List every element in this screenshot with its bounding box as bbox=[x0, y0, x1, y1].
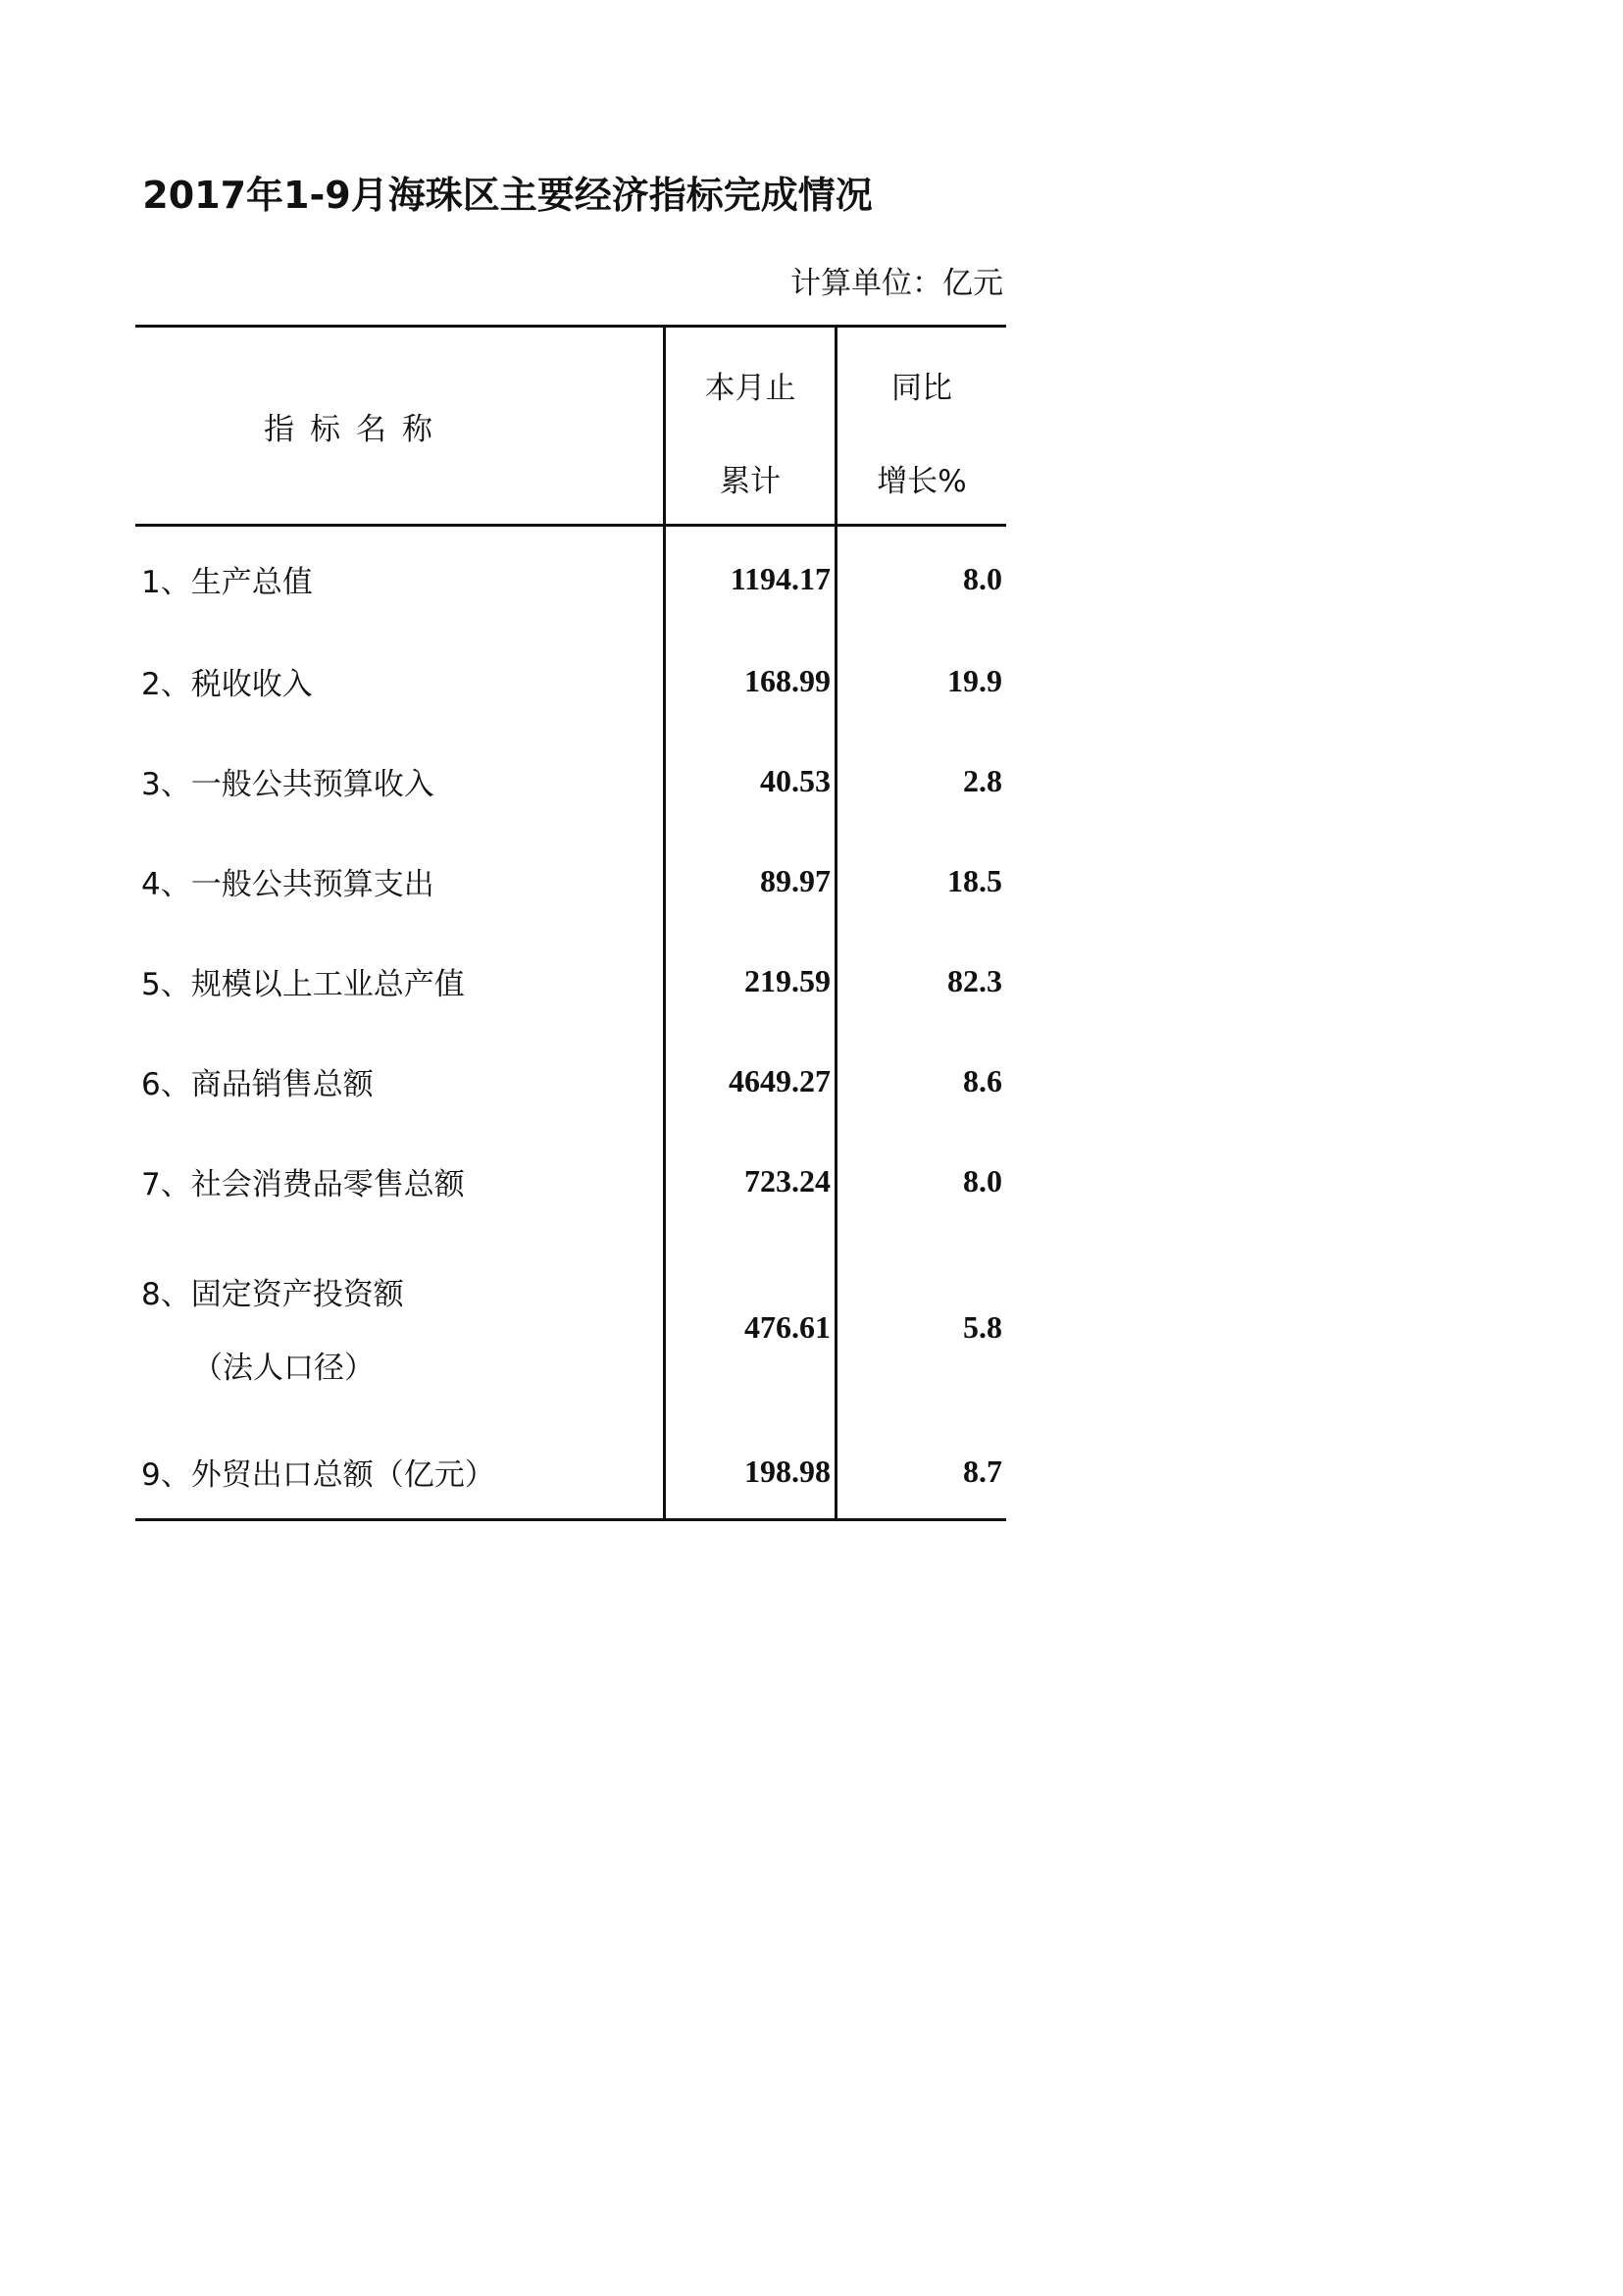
table-row bbox=[135, 731, 1006, 831]
row-value: 198.98 bbox=[663, 1424, 835, 1518]
table-row bbox=[135, 1424, 1006, 1518]
row-name: 9、外贸出口总额（亿元） bbox=[141, 1456, 495, 1493]
row-value: 219.59 bbox=[663, 931, 835, 1031]
row-name: 2、税收收入 bbox=[141, 666, 313, 702]
table-row bbox=[135, 931, 1006, 1031]
header-growth bbox=[835, 328, 1006, 524]
header-growth-line1: 同比 bbox=[891, 371, 952, 406]
page-title: 2017年1-9月海珠区主要经济指标完成情况 bbox=[142, 174, 873, 217]
row-value: 476.61 bbox=[663, 1231, 835, 1424]
table-row bbox=[135, 831, 1006, 931]
table-row bbox=[135, 1131, 1006, 1231]
header-cumulative bbox=[663, 328, 835, 524]
row-growth: 8.6 bbox=[835, 1031, 1006, 1131]
row-name: 6、商品销售总额 bbox=[141, 1066, 374, 1102]
row-value: 1194.17 bbox=[663, 527, 835, 631]
header-cumulative-line2: 累计 bbox=[720, 464, 781, 499]
header-indicator-name: 指标名称 bbox=[264, 411, 448, 447]
row-growth: 8.0 bbox=[835, 527, 1006, 631]
row-name-line1: 8、固定资产投资额 bbox=[141, 1276, 404, 1312]
row-growth: 8.7 bbox=[835, 1424, 1006, 1518]
row-value: 168.99 bbox=[663, 631, 835, 731]
row-growth: 18.5 bbox=[835, 831, 1006, 931]
table-row bbox=[135, 1031, 1006, 1131]
table-header bbox=[135, 328, 1006, 527]
unit-label: 计算单位：亿元 bbox=[790, 266, 1003, 301]
row-name: 4、一般公共预算支出 bbox=[141, 866, 434, 902]
table-row bbox=[135, 1231, 1006, 1424]
table-body bbox=[135, 527, 1006, 1518]
table-row bbox=[135, 631, 1006, 731]
header-growth-line2: 增长% bbox=[877, 464, 967, 499]
row-name: 3、一般公共预算收入 bbox=[141, 766, 434, 802]
row-name: 1、生产总值 bbox=[141, 564, 313, 600]
row-value: 89.97 bbox=[663, 831, 835, 931]
row-name bbox=[135, 1231, 663, 1424]
row-growth: 19.9 bbox=[835, 631, 1006, 731]
indicator-table bbox=[135, 325, 1006, 1521]
row-growth: 8.0 bbox=[835, 1131, 1006, 1231]
row-growth: 82.3 bbox=[835, 931, 1006, 1031]
row-name-line2: （法人口径） bbox=[192, 1350, 375, 1386]
row-name: 7、社会消费品零售总额 bbox=[141, 1166, 465, 1202]
row-value: 40.53 bbox=[663, 731, 835, 831]
table-row bbox=[135, 527, 1006, 631]
row-name: 5、规模以上工业总产值 bbox=[141, 966, 465, 1002]
row-growth: 2.8 bbox=[835, 731, 1006, 831]
row-growth: 5.8 bbox=[835, 1231, 1006, 1424]
header-cumulative-line1: 本月止 bbox=[704, 371, 796, 406]
row-value: 4649.27 bbox=[663, 1031, 835, 1131]
row-value: 723.24 bbox=[663, 1131, 835, 1231]
